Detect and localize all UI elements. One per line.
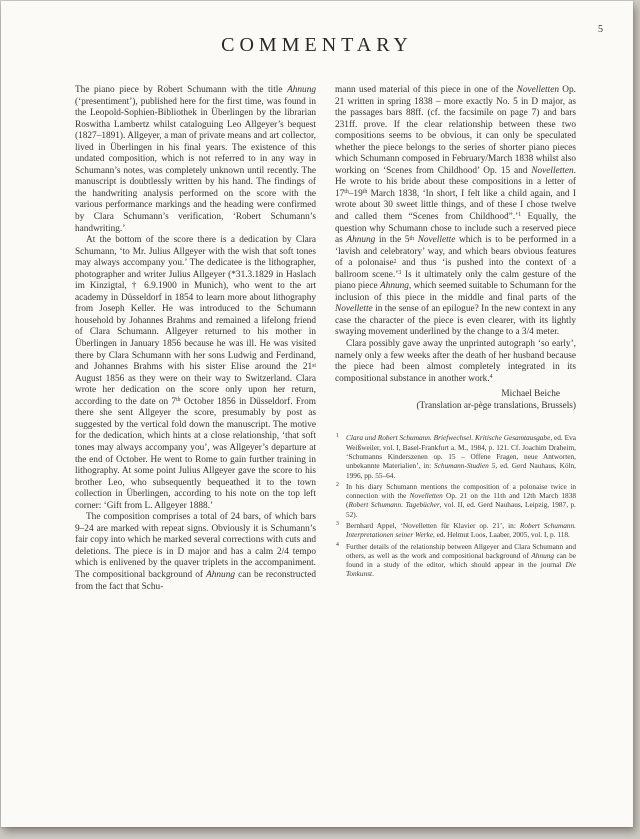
page-title: COMMENTARY <box>221 34 413 56</box>
footnote-number: 1 <box>336 433 339 440</box>
footnote-number: 2 <box>336 481 339 488</box>
footnote-number: 4 <box>336 541 339 548</box>
footnote-text: Clara und Robert Schumann. Briefwechsel. Kritische Gesamtausgabe, ed. Eva Weißweiler, vol. I, Basel-Frankfurt a. M., 1984, p. 121. Cf. Joachim Draheim, ‘Schumanns Kinderszenen op. 15 – Offene Fragen, neue Antworten, unbekannte Materialien’, in: Schumann-Studien 5, ed. Gerd Nauhaus, Köln, 1996, pp. 55–64. <box>346 433 577 480</box>
paragraph-dedication: At the bottom of the score there is a dedication by Clara Schumann, ‘to Mr. Julius Allgeyer with the wish that soft tones may always accompany you.’ The dedicatee is the lithographer, photographer and writer Julius Allgeyer (*31.3.1829 in Haslach im Kinzigtal, † 6.9.1900 in Munich), who went to the art academy in Düsseldorf in 1854 to learn more about lithography from Joseph Keller. He was introduced to the Schumann household by Johannes Brahms and remained a lifelong friend of Clara Schumann. Allgeyer returned to his mother in Überlingen in January 1856 because he was ill. He was visited there by Clara Schumann with her sons Ludwig and Ferdinand, and Johannes Brahms with his sister Elise around the 21st August 1856 as they were on their way to Switzerland. Clara wrote her dedication on the score only upon her return, according to the date on 7th October 1856 in Düsseldorf. From there she sent Allgeyer the score, presumably by post as suggested by the vertical fold down the manuscript. The motive for the dedication, which hints at a close relationship, ‘that soft tones may always accompany you’, was Allgeyer’s departure at the end of October. He went to Rome to gain further training in lithography. At some point Julius Allgeyer gave the score to his brother Leo, who subsequently bequeathed it to the town collection in Überlingen, according to his note on the top left corner: ‘Gift from L. Allgeyer 1888.’ <box>75 235 316 511</box>
footnote-4 <box>335 542 576 579</box>
document-page <box>1 1 633 827</box>
page-number: 5 <box>598 24 603 35</box>
footnote-number: 3 <box>336 520 339 527</box>
paragraph-intro: The piano piece by Robert Schumann with the title Ahnung (‘presentiment’), published here for the first time, was found in the Leopold-Sophien-Bibliothek in Überlingen by the librarian Roswitha Lambertz whilst cataloguing Leo Allgeyer’s bequest (1827–1891). Allgeyer, a man of private means and art collector, lived in Überlingen in his final years. The existence of this undated composition, which is not referred to in any way in Schumann’s notes, was completely unknown until recently. The manuscript is doubtlessly written by his hand. The findings of the handwriting analysis performed on the score with the various performance markings and the heading were confirmed by Clara Schumann’s verification, ‘Robert Schumann’s handwriting.’ <box>75 85 316 234</box>
footnote-text: In his diary Schumann mentions the composition of a polonaise twice in connection with the Novelletten Op. 21 on the 11th and 12th March 1838 (Robert Schumann. Tagebücher, vol. II, ed. Gerd Nauhaus, Leipzig, 1987, p. 52). <box>346 481 576 519</box>
right-column <box>335 85 576 593</box>
footnote-text: Bernhard Appel, ‘Novelletten für Klavier op. 21’, in: Robert Schumann. Interpretationen seiner Werke, ed. Helmut Loos, Laaber, 2005, vol. I, p. 118. <box>346 520 576 540</box>
footnote-text: Further details of the relationship between Allgeyer and Clara Schumann and others, as well as the work and compositional background of Ahnung can be found in a study of the editor, which should appear in the journal Die Tonkunst. <box>346 541 576 579</box>
text-columns <box>75 85 577 593</box>
footnotes-section <box>335 433 576 578</box>
footnote-1 <box>335 433 576 479</box>
paragraph-novelletten: mann used material of this piece in one of the Novelletten Op. 21 written in spring 1838 – more exactly No. 5 in D major, as the passages bars 88ff. (cf. the facsimile on page 7) and bars 231ff. prove. If the clear relationship between these two compositions seems to be obvious, it can only be speculated whether the piece belongs to the series of shorter piano pieces which Schumann composed in February/March 1838 whilst also working on ‘Scenes from Childhood’ Op. 15 and Novelletten. He wrote to his bride about these compositions in a letter of 17th–19th March 1838, ‘In short, I felt like a child again, and I wrote about 30 sweet little things, and of these I chose twelve and called them “Scenes from Childhood”.’$^1$ Equally, the question why Schumann chose to include such a reserved piece as Ahnung in the 5th Novellette which is to be performed in a ‘lavish and celebratory’ way, and which bears obvious features of a polonaise$^2$ and thus ‘is pushed into the context of a ballroom scene.’$^3$ Is it ultimately only the calm gesture of the piano piece Ahnung, which seemed suitable to Schumann for the inclusion of this piece in the middle and final parts of the Novellette in the sense of an epilogue? In the new context in any case the character of the piece is even clearer, with its lightly swaying movement underlined by the change to a 3/4 meter. <box>335 85 576 338</box>
translation-credit: (Translation ar-pège translations, Brussels) <box>416 400 576 411</box>
author-name: Michael Beiche <box>501 389 560 400</box>
footnote-3 <box>335 521 576 540</box>
footnote-2 <box>335 482 576 519</box>
paragraph-autograph: Clara possibly gave away the unprinted autograph ‘so early’, namely only a few weeks after the death of her husband because the piece had been almost completely integrated in its compositional substance in another work.$^4$ <box>335 339 576 384</box>
paragraph-composition: The composition comprises a total of 24 bars, of which bars 9–24 are marked with repeat signs. Obviously it is Schumann’s fair copy into which he marked several corrections with cuts and deletions. The piece is in D major and has a calm 2/4 tempo which is enlivened by the quaver triplets in the accompaniment. The compositional background of Ahnung can be reconstructed from the fact that Schu- <box>75 512 316 592</box>
left-column <box>75 85 316 593</box>
